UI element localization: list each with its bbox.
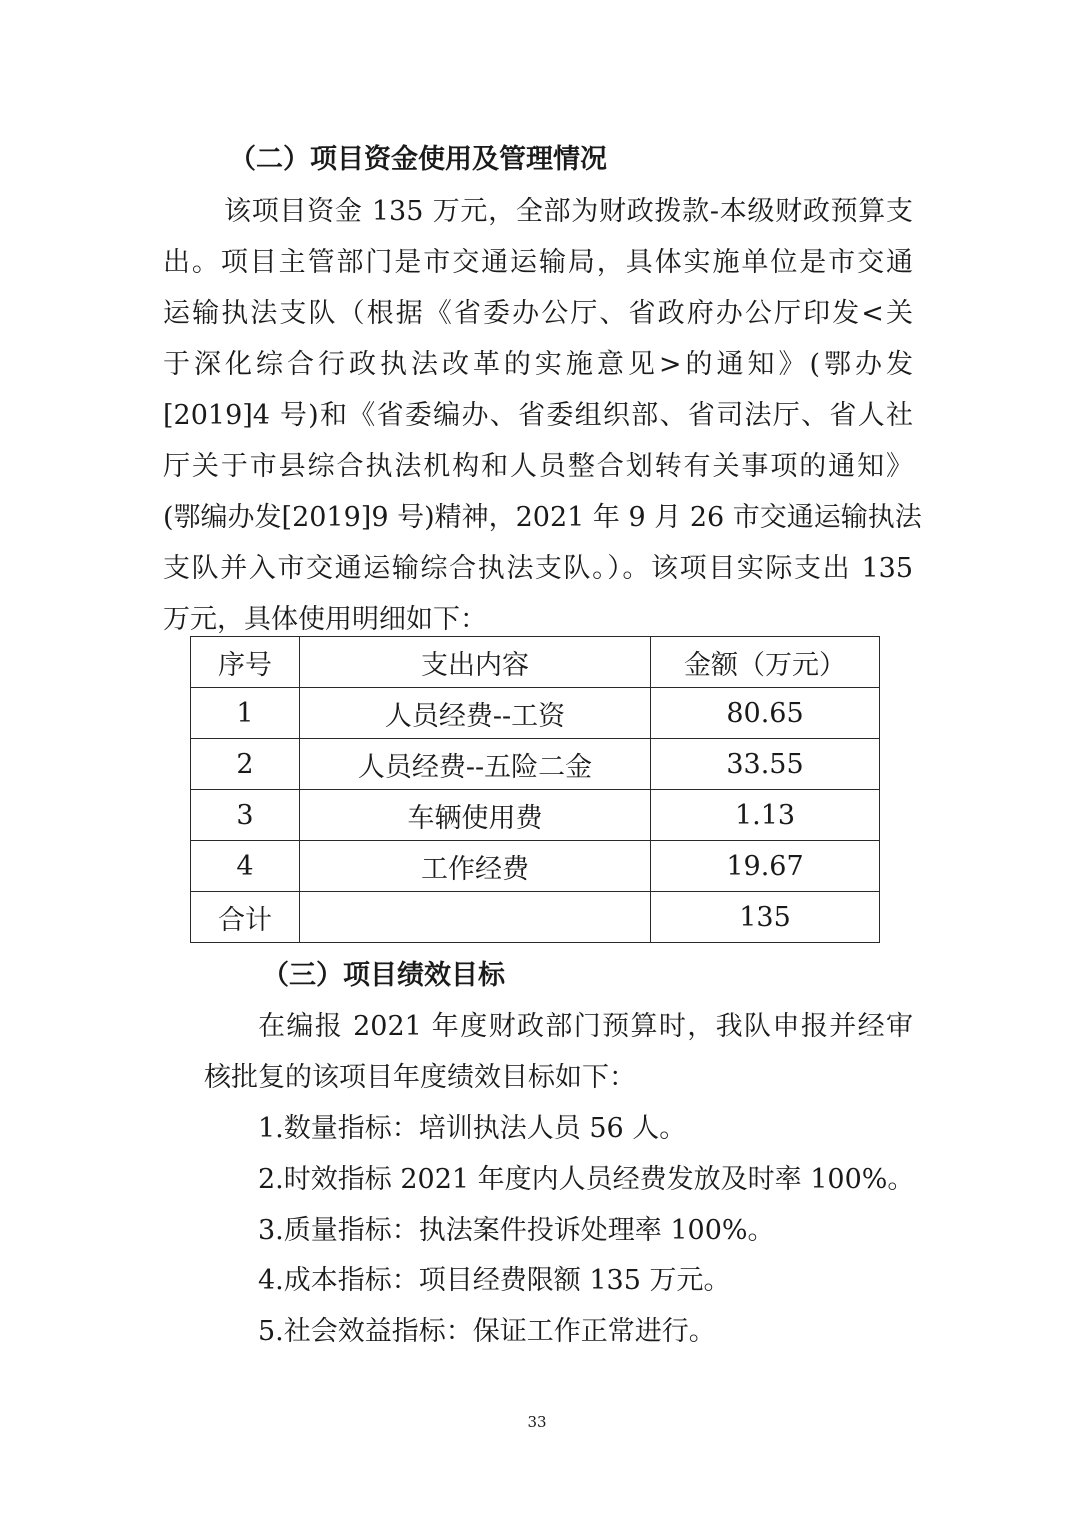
table-header-cell: 序号 (191, 637, 300, 688)
indicator-item: 4.成本指标：项目经费限额 135 万元。 (258, 1265, 731, 1296)
table-cell: 4 (191, 841, 300, 892)
table-cell: 2 (191, 739, 300, 790)
table-row (191, 790, 880, 841)
indicator-item: 1.数量指标：培训执法人员 56 人。 (258, 1113, 687, 1144)
paragraph-line: 支队并入市交通运输综合执法支队。）。该项目实际支出 135 (163, 553, 913, 584)
paragraph-line: (鄂编办发[2019]9 号)精神，2021 年 9 月 26 市交通运输执法 (163, 502, 922, 533)
paragraph-line: 出。项目主管部门是市交通运输局，具体实施单位是市交通 (163, 247, 913, 278)
paragraph-line: 核批复的该项目年度绩效目标如下： (204, 1062, 636, 1093)
table-cell: 1 (191, 688, 300, 739)
indicator-item: 2.时效指标 2021 年度内人员经费发放及时率 100%。 (258, 1164, 915, 1195)
paragraph-line: 于深化综合行政执法改革的实施意见>的通知》(鄂办发 (163, 349, 913, 380)
indicator-item: 3.质量指标：执法案件投诉处理率 100%。 (258, 1215, 775, 1246)
paragraph-line: 运输执法支队（根据《省委办公厅、省政府办公厅印发<关 (163, 298, 913, 329)
table-total-row (191, 892, 880, 943)
table-cell: 人员经费--五险二金 (300, 739, 651, 790)
paragraph-line: 该项目资金 135 万元，全部为财政拨款-本级财政预算支 (224, 196, 913, 227)
paragraph-line: 厅关于市县综合执法机构和人员整合划转有关事项的通知》 (163, 451, 913, 482)
expenditure-table (190, 636, 880, 943)
section-heading-3: （三）项目绩效目标 (262, 960, 505, 991)
indicator-item: 5.社会效益指标：保证工作正常进行。 (258, 1316, 716, 1347)
table-header-cell: 金额（万元） (651, 637, 880, 688)
table-row (191, 739, 880, 790)
table-cell: 80.65 (651, 688, 880, 739)
table-cell (300, 892, 651, 943)
paragraph-line: [2019]4 号)和《省委编办、省委组织部、省司法厅、省人社 (163, 400, 913, 431)
paragraph-line: 万元，具体使用明细如下： (163, 604, 487, 635)
table-cell: 人员经费--工资 (300, 688, 651, 739)
section-heading-2: （二）项目资金使用及管理情况 (229, 144, 607, 175)
table-cell: 合计 (191, 892, 300, 943)
table-cell: 1.13 (651, 790, 880, 841)
page-number: 33 (527, 1413, 547, 1431)
paragraph-line: 在编报 2021 年度财政部门预算时，我队申报并经审 (258, 1011, 913, 1042)
table-cell: 19.67 (651, 841, 880, 892)
table-cell: 33.55 (651, 739, 880, 790)
table-header-cell: 支出内容 (300, 637, 651, 688)
table-header-row (191, 637, 880, 688)
table-row (191, 688, 880, 739)
table-row (191, 841, 880, 892)
table-cell: 车辆使用费 (300, 790, 651, 841)
table-cell: 135 (651, 892, 880, 943)
table-cell: 3 (191, 790, 300, 841)
table-cell: 工作经费 (300, 841, 651, 892)
